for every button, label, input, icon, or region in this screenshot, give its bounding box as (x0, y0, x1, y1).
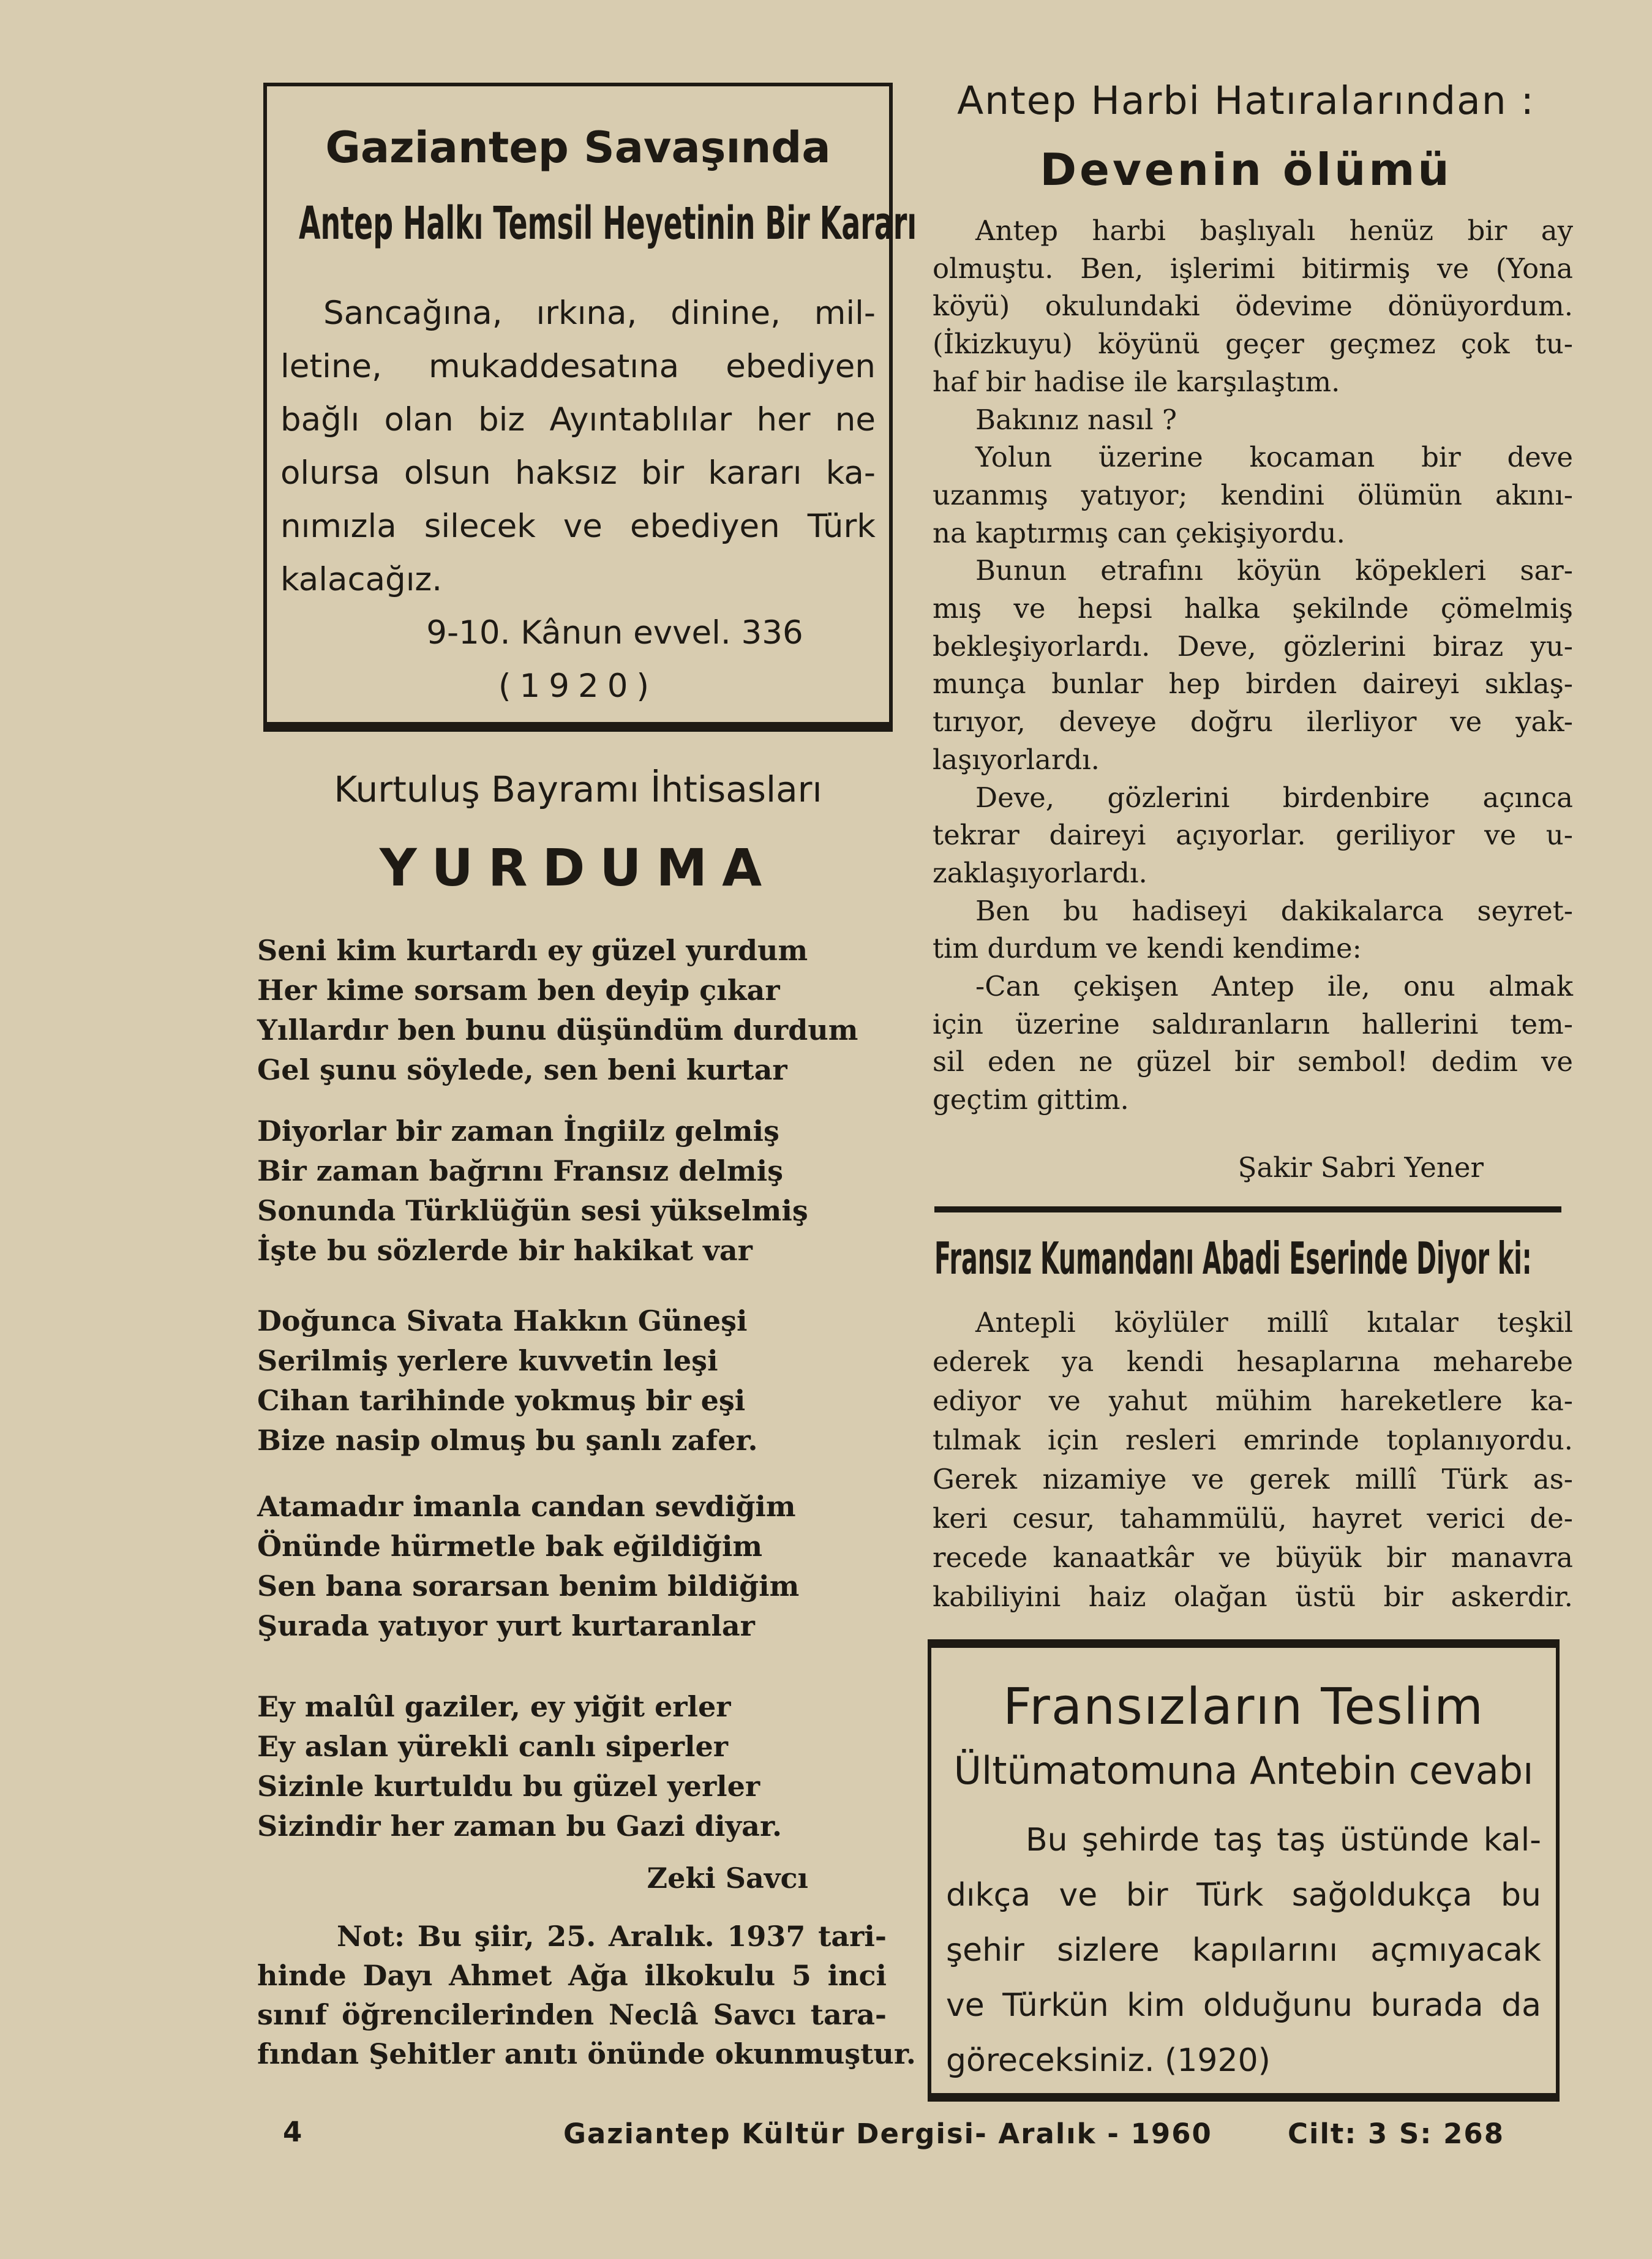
french-line: Gerek nizamiye ve gerek millî Türk as- (933, 1463, 1573, 1495)
poem-line: Şurada yatıyor yurt kurtaranlar (257, 1609, 755, 1642)
box1-line: letine, mukaddesatına ebediyen (280, 348, 876, 385)
article-line: sil eden ne güzel bir sembol! dedim ve (933, 1045, 1573, 1078)
section-divider (934, 1206, 1561, 1212)
note-line: sınıf öğrencilerinden Neclâ Savcı tara- (257, 1998, 887, 2031)
poem-line: Ey aslan yürekli canlı siperler (257, 1730, 728, 1763)
french-line: Antepli köylüler millî kıtalar teşkil (975, 1306, 1573, 1339)
article-line: laşıyorlardı. (933, 743, 1100, 776)
volume-label: Cilt: 3 S: 268 (1288, 2118, 1505, 2150)
box1-body (280, 287, 876, 606)
article-line: zaklaşıyorlardı. (933, 856, 1147, 889)
article-line: na kaptırmış can çekişiyordu. (933, 516, 1345, 549)
article-line: için üzerine saldıranların hallerini tem- (933, 1007, 1573, 1040)
french-title-wrap (934, 1228, 1561, 1289)
poem-line: Serilmiş yerlere kuvvetin leşi (257, 1344, 718, 1377)
box1-date-block (263, 606, 893, 713)
note-line: hinde Dayı Ahmet Ağa ilkokulu 5 inci (257, 1959, 887, 1992)
box1-line: bağlı olan biz Ayıntablılar her ne (280, 401, 876, 438)
article-line: tim durdum ve kendi kendime: (933, 932, 1362, 965)
poem-line: Sizinle kurtuldu bu güzel yerler (257, 1770, 760, 1803)
box1-title: Gaziantep Savaşında (325, 122, 831, 173)
poem-line: Sonunda Türklüğün sesi yükselmiş (257, 1194, 808, 1227)
poem-heading: Kurtuluş Bayramı İhtisasları (334, 769, 822, 810)
article-line: mış ve hepsi halka şekilnde çömelmiş (933, 592, 1573, 625)
poem-line: Bir zaman bağrını Fransız delmiş (257, 1154, 784, 1187)
article-line: -Can çekişen Antep ile, onu almak (975, 970, 1573, 1003)
article-line: geçtim gittim. (933, 1083, 1129, 1116)
poem-line: İşte bu sözlerde bir hakikat var (257, 1234, 753, 1267)
article-line: tırıyor, deveye doğru ilerliyor ve yak- (933, 705, 1573, 739)
article-line: Antep harbi başlıyalı henüz bir ay (975, 214, 1573, 247)
poem-line: Gel şunu söylede, sen beni kurtar (257, 1053, 787, 1086)
article-line: uzanmış yatıyor; kendini ölümün akını- (933, 478, 1573, 511)
box1-year: (1920) (498, 667, 658, 705)
article-heading: Antep Harbi Hatıralarından : (957, 78, 1535, 123)
poem-stanza-4 (257, 1487, 845, 1646)
box1-line: olursa olsun haksız bir kararı ka- (280, 454, 876, 492)
french-line: kabiliyini haiz olağan üstü bir askerdir. (933, 1581, 1573, 1613)
box2-line: dıkça ve bir Türk sağoldukça bu (946, 1877, 1541, 1914)
article-line: bekleşiyorlardı. Deve, gözlerini biraz yu- (933, 630, 1573, 663)
french-line: tılmak için resleri emrinde toplanıyordu. (933, 1424, 1573, 1456)
poem-line: Önünde hürmetle bak eğildiğim (257, 1530, 763, 1563)
article-line: Bunun etrafını köyün köpekleri sar- (975, 554, 1573, 587)
poem-stanza-5 (257, 1687, 845, 1846)
poem-author: Zeki Savcı (647, 1862, 808, 1895)
box2-line: ve Türkün kim olduğunu burada da (946, 1987, 1541, 2024)
publication-footer: Gaziantep Kültür Dergisi- Aralık - 1960 (563, 2118, 1212, 2150)
box1-subtitle: Antep Halkı Temsil Heyetinin Bir Kararı (299, 197, 917, 250)
poem-line: Sizindir her zaman bu Gazi diyar. (257, 1810, 782, 1843)
poem-line: Diyorlar bir zaman İngiilz gelmiş (257, 1114, 779, 1148)
article-line: Yolun üzerine kocaman bir deve (975, 441, 1573, 474)
note-line: Not: Bu şiir, 25. Aralık. 1937 tari- (337, 1920, 887, 1953)
article-line: olmuştu. Ben, işlerimi bitirmiş ve (Yona (933, 252, 1573, 285)
article-body (933, 212, 1573, 1119)
poem-line: Bize nasip olmuş bu şanlı zafer. (257, 1424, 758, 1457)
french-line: ederek ya kendi hesaplarına meharebe (933, 1345, 1573, 1378)
article-title: Devenin ölümü (1040, 144, 1452, 195)
article-line: Deve, gözlerini birdenbire açınca (975, 781, 1573, 814)
french-body (933, 1303, 1573, 1617)
box1-line: nımızla silecek ve ebediyen Türk (280, 508, 876, 545)
article-line: haf bir hadise ile karşılaştım. (933, 365, 1340, 398)
box1-date: 9-10. Kânun evvel. 336 (426, 614, 803, 652)
french-line: keri cesur, tahammülü, hayret verici de- (933, 1502, 1573, 1535)
poem-title: YURDUMA (379, 838, 777, 898)
poem-line: Ey malûl gaziler, ey yiğit erler (257, 1690, 731, 1723)
box2-line: şehir sizlere kapılarını açmıyacak (946, 1932, 1541, 1969)
box2-line: Bu şehirde taş taş üstünde kal- (1026, 1822, 1541, 1859)
box1-subtitle-wrap (299, 193, 917, 254)
poem-stanza-1 (257, 931, 858, 1090)
box1-line: kalacağız. (280, 561, 443, 598)
article-line: (İkizkuyu) köyünü geçer geçmez çok tu- (933, 328, 1573, 361)
box2-title: Fransızların Teslim (1002, 1678, 1484, 1736)
article-line: Bakınız nasıl ? (975, 403, 1177, 436)
poem-line: Sen bana sorarsan benim bildiğim (257, 1569, 800, 1603)
poem-line: Her kime sorsam ben deyip çıkar (257, 974, 780, 1007)
page-number: 4 (283, 2116, 302, 2148)
box2-subtitle: Ültümatomuna Antebin cevabı (953, 1748, 1534, 1793)
article-line: köyü) okulundaki ödevime dönüyordum. (933, 290, 1573, 323)
poem-line: Doğunca Sivata Hakkın Güneşi (257, 1304, 748, 1337)
article-author: Şakir Sabri Yener (1237, 1151, 1484, 1184)
box2-line: göreceksiniz. (1920) (946, 2042, 1271, 2079)
poem-stanza-3 (257, 1301, 845, 1460)
note-line: fından Şehitler anıtı önünde okunmuştur. (257, 2037, 916, 2070)
french-title: Fransız Kumandanı Abadi Eserinde Diyor ki: (934, 1233, 1532, 1284)
poem-line: Seni kim kurtardı ey güzel yurdum (257, 934, 808, 967)
poem-note (257, 1917, 916, 2073)
poem-line: Cihan tarihinde yokmuş bir eşi (257, 1384, 746, 1417)
poem-stanza-2 (257, 1111, 845, 1271)
poem-line: Atamadır imanla candan sevdiğim (257, 1490, 796, 1523)
box2-body (946, 1813, 1541, 2088)
french-line: recede kanaatkâr ve büyük bir manavra (933, 1541, 1573, 1574)
article-line: munça bunlar hep birden daireyi sıklaş- (933, 667, 1573, 701)
box1-line: Sancağına, ırkına, dinine, mil- (323, 295, 876, 332)
poem-line: Yıllardır ben bunu düşündüm durdum (257, 1013, 858, 1047)
article-line: Ben bu hadiseyi dakikalarca seyret- (975, 894, 1573, 927)
french-line: ediyor ve yahut mühim hareketlere ka- (933, 1385, 1573, 1417)
article-line: tekrar daireyi açıyorlar. geriliyor ve u- (933, 819, 1573, 852)
